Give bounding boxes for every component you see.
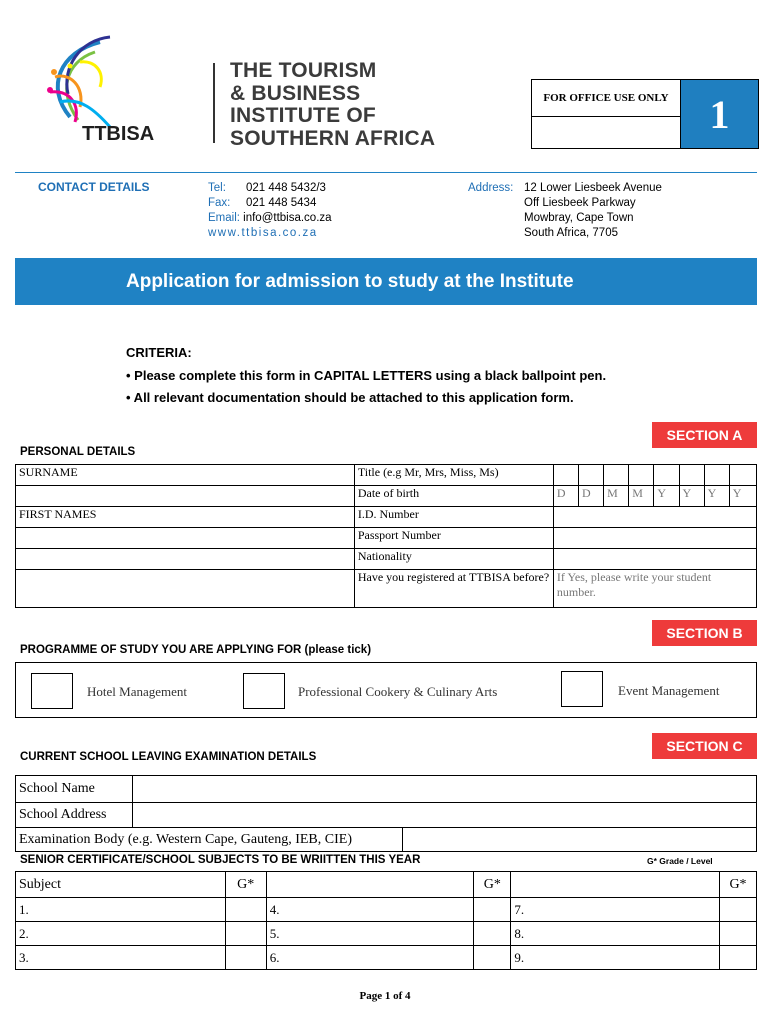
contact-heading: CONTACT DETAILS: [38, 180, 150, 194]
subjects-table: [15, 871, 757, 970]
dob-cell[interactable]: Y: [679, 486, 704, 507]
institute-name-line: THE TOURISM: [230, 59, 377, 82]
grade-cell[interactable]: [720, 922, 757, 946]
hotel-management-checkbox[interactable]: [31, 673, 73, 709]
culinary-arts-checkbox[interactable]: [243, 673, 285, 709]
dob-cell[interactable]: Y: [729, 486, 756, 507]
grade-cell[interactable]: [225, 898, 266, 922]
page-number-badge: 1: [681, 80, 758, 148]
first-names-field[interactable]: [16, 528, 355, 549]
office-use-label: FOR OFFICE USE ONLY: [532, 80, 681, 117]
dob-cell[interactable]: M: [629, 486, 654, 507]
grade-cell[interactable]: [225, 946, 266, 970]
grade-cell[interactable]: [474, 946, 511, 970]
extra-field[interactable]: [16, 570, 355, 608]
subject-header: [511, 872, 720, 898]
grade-header: G*: [474, 872, 511, 898]
address-line: Off Liesbeek Parkway: [524, 197, 636, 209]
section-b-tag: SECTION B: [652, 620, 757, 646]
registered-label: Have you registered at TTBISA before?: [354, 570, 553, 608]
subject-header: [266, 872, 474, 898]
grade-cell[interactable]: [720, 898, 757, 922]
programme-options: [15, 662, 757, 718]
surname-field[interactable]: [16, 486, 355, 507]
tel-label: Tel:: [208, 182, 226, 194]
school-table: [15, 775, 757, 852]
grade-cell[interactable]: [720, 946, 757, 970]
school-address-field[interactable]: [132, 803, 756, 828]
section-c-tag: SECTION C: [652, 733, 757, 759]
office-use-box: [531, 79, 759, 149]
institute-name: [230, 60, 520, 150]
exam-body-field[interactable]: [402, 828, 756, 852]
event-management-checkbox[interactable]: [561, 671, 603, 707]
subject-row[interactable]: 5.: [266, 922, 474, 946]
id-field[interactable]: [553, 507, 756, 528]
dob-cell[interactable]: D: [553, 486, 578, 507]
contact-rule: [15, 172, 757, 173]
extra-field[interactable]: [16, 549, 355, 570]
contact-block: [208, 181, 332, 241]
page-footer: Page 1 of 4: [359, 990, 411, 1002]
exam-details-heading: CURRENT SCHOOL LEAVING EXAMINATION DETAILS: [20, 751, 317, 763]
nationality-field[interactable]: [553, 549, 756, 570]
address-block: [468, 181, 662, 241]
institute-name-line: & BUSINESS: [230, 81, 361, 105]
title-cell[interactable]: [553, 465, 578, 486]
surname-label: SURNAME: [16, 465, 355, 486]
first-names-label: FIRST NAMES: [16, 507, 355, 528]
subjects-heading: SENIOR CERTIFICATE/SCHOOL SUBJECTS TO BE WRIITTEN THIS YEAR: [20, 854, 421, 866]
subject-row[interactable]: 8.: [511, 922, 720, 946]
header-divider: [213, 63, 215, 143]
email-label: Email:: [208, 212, 240, 224]
institute-name-line: SOUTHERN AFRICA: [230, 126, 436, 150]
address-label: Address:: [468, 182, 514, 194]
grade-cell[interactable]: [225, 922, 266, 946]
email-value[interactable]: info@ttbisa.co.za: [243, 212, 332, 224]
culinary-arts-label: Professional Cookery & Culinary Arts: [298, 684, 498, 699]
grade-header: G*: [225, 872, 266, 898]
dob-cell[interactable]: D: [579, 486, 604, 507]
passport-label: Passport Number: [354, 528, 553, 549]
grade-header: G*: [720, 872, 757, 898]
nationality-label: Nationality: [354, 549, 553, 570]
title-cell[interactable]: [704, 465, 729, 486]
programme-heading: PROGRAMME OF STUDY YOU ARE APPLYING FOR (please tick): [20, 644, 372, 656]
tel-value: 021 448 5432/3: [246, 182, 326, 194]
title-cell[interactable]: [629, 465, 654, 486]
fax-value: 021 448 5434: [246, 197, 317, 209]
subject-row[interactable]: 1.: [16, 898, 226, 922]
grade-cell[interactable]: [474, 922, 511, 946]
title-cell[interactable]: [729, 465, 756, 486]
criteria-heading: CRITERIA:: [126, 345, 192, 360]
school-address-label: School Address: [16, 803, 133, 828]
subject-row[interactable]: 4.: [266, 898, 474, 922]
address-line: South Africa, 7705: [524, 227, 618, 239]
subject-row[interactable]: 7.: [511, 898, 720, 922]
form-title-banner: Application for admission to study at the Institute: [15, 258, 757, 305]
grade-note: G* Grade / Level: [647, 856, 713, 866]
subject-row[interactable]: 2.: [16, 922, 226, 946]
fax-label: Fax:: [208, 197, 231, 209]
section-a-tag: SECTION A: [652, 422, 757, 448]
ttbisa-logo-icon: [40, 32, 210, 132]
passport-field[interactable]: [553, 528, 756, 549]
school-name-label: School Name: [16, 776, 133, 803]
dob-cell[interactable]: Y: [654, 486, 679, 507]
title-cell[interactable]: [579, 465, 604, 486]
title-cell[interactable]: [604, 465, 629, 486]
office-use-field[interactable]: [532, 117, 681, 148]
subject-row[interactable]: 3.: [16, 946, 226, 970]
title-label: Title (e.g Mr, Mrs, Miss, Ms): [354, 465, 553, 486]
dob-cell[interactable]: Y: [704, 486, 729, 507]
dob-cell[interactable]: M: [604, 486, 629, 507]
subject-row[interactable]: 9.: [511, 946, 720, 970]
hotel-management-label: Hotel Management: [87, 684, 187, 699]
personal-details-table: [15, 464, 757, 608]
subject-header: Subject: [16, 872, 226, 898]
dob-label: Date of birth: [354, 486, 553, 507]
title-cell[interactable]: [679, 465, 704, 486]
website-link[interactable]: www.ttbisa.co.za: [208, 227, 318, 239]
address-line: Mowbray, Cape Town: [524, 212, 634, 224]
address-line: 12 Lower Liesbeek Avenue: [524, 182, 662, 194]
event-management-label: Event Management: [618, 683, 720, 698]
logo-wordmark: TTBISA: [82, 123, 155, 145]
personal-details-heading: PERSONAL DETAILS: [20, 446, 136, 458]
grade-cell[interactable]: [474, 898, 511, 922]
title-cell[interactable]: [654, 465, 679, 486]
institute-name-line: INSTITUTE OF: [230, 104, 376, 127]
criteria-item: • Please complete this form in CAPITAL LETTERS using a black ballpoint pen.: [126, 368, 607, 383]
student-number-field[interactable]: If Yes, please write your student number.: [553, 570, 756, 608]
id-label: I.D. Number: [354, 507, 553, 528]
exam-body-label: Examination Body (e.g. Western Cape, Gauteng, IEB, CIE): [16, 828, 403, 852]
school-name-field[interactable]: [132, 776, 756, 803]
criteria-item: • All relevant documentation should be attached to this application form.: [126, 390, 574, 405]
subject-row[interactable]: 6.: [266, 946, 474, 970]
